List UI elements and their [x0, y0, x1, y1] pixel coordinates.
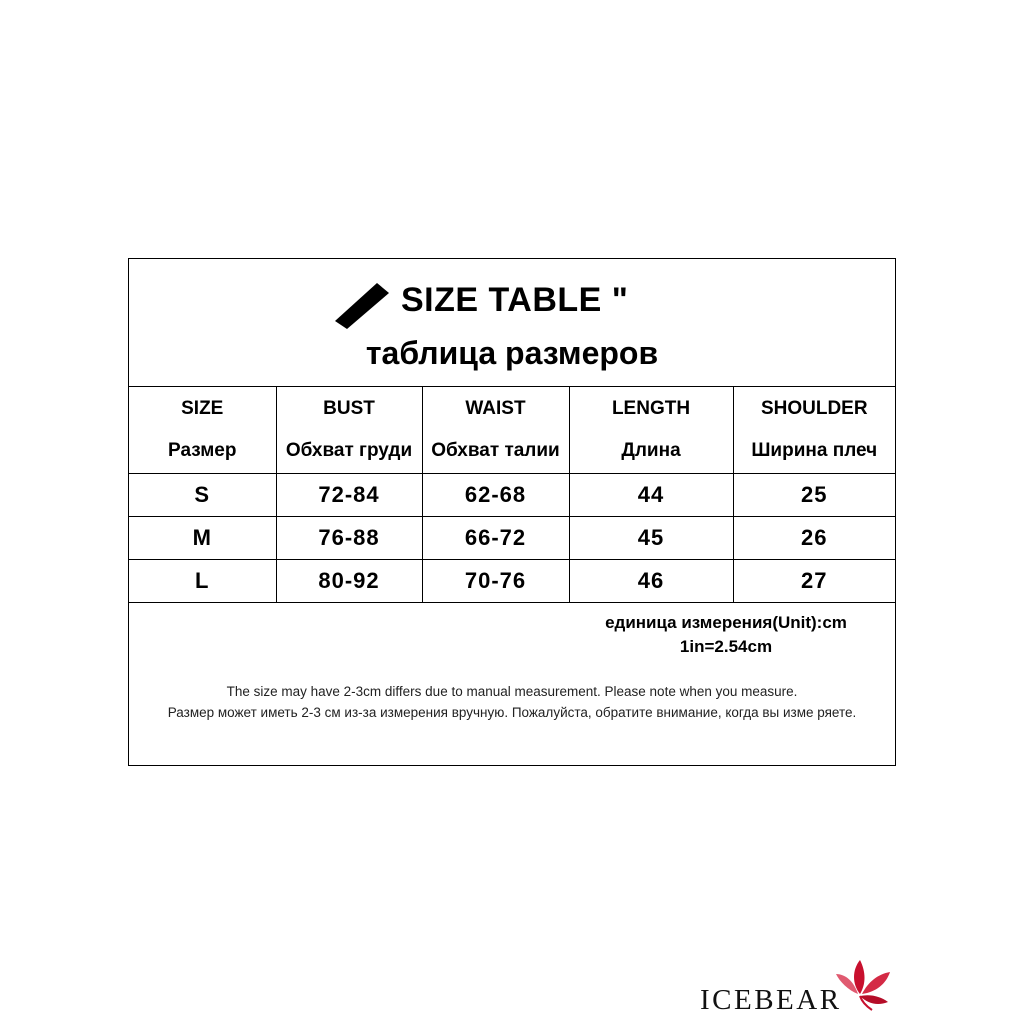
cell-waist: 62-68: [422, 474, 569, 517]
size-chart-card: [128, 258, 896, 766]
unit-line-1: единица измерения(Unit):cm: [605, 613, 847, 632]
header-label-en: BUST: [323, 398, 375, 419]
cell-shoulder: 26: [733, 517, 895, 560]
unit-line-2: 1in=2.54cm: [679, 637, 773, 656]
title-area: [129, 259, 895, 387]
header-label-en: SHOULDER: [760, 398, 868, 419]
cell-bust: 72-84: [276, 474, 422, 517]
cell-shoulder: 25: [733, 474, 895, 517]
unit-info: [581, 611, 871, 659]
header-size: [129, 387, 276, 474]
header-label-ru: Обхват груди: [285, 440, 413, 461]
slash-mark-icon: [333, 279, 393, 329]
note-english: The size may have 2-3cm differs due to manual measurement. Please note when you measure.: [226, 684, 798, 699]
title-english: SIZE TABLE ": [401, 281, 629, 319]
note-russian: Размер может иметь 2-3 см из-за измерения вручную. Пожалуйста, обратите внимание, когда вы изме ряете.: [167, 705, 857, 720]
header-label-en: SIZE: [181, 398, 224, 419]
cell-length: 45: [569, 517, 733, 560]
cell-bust: 80-92: [276, 560, 422, 603]
cell-bust: 76-88: [276, 517, 422, 560]
cell-size: S: [129, 474, 276, 517]
cell-length: 46: [569, 560, 733, 603]
brand-wordmark: ICEBEAR: [700, 984, 842, 1016]
cell-shoulder: 27: [733, 560, 895, 603]
cell-waist: 70-76: [422, 560, 569, 603]
title-russian: таблица размеров: [365, 335, 659, 371]
header-label-en: LENGTH: [611, 398, 691, 419]
cell-size: M: [129, 517, 276, 560]
cell-size: L: [129, 560, 276, 603]
header-label-ru: Обхват талии: [431, 440, 560, 461]
table-row: [129, 560, 895, 603]
cell-length: 44: [569, 474, 733, 517]
header-label-ru: Ширина плеч: [751, 440, 878, 461]
header-label-en: WAIST: [465, 398, 526, 419]
size-table: [129, 387, 895, 603]
cell-waist: 66-72: [422, 517, 569, 560]
table-header-row: [129, 387, 895, 474]
header-bust: [276, 387, 422, 474]
header-label-ru: Размер: [168, 440, 237, 461]
header-waist: [422, 387, 569, 474]
table-row: [129, 517, 895, 560]
header-length: [569, 387, 733, 474]
header-shoulder: [733, 387, 895, 474]
table-row: [129, 474, 895, 517]
header-label-ru: Длина: [621, 440, 681, 461]
